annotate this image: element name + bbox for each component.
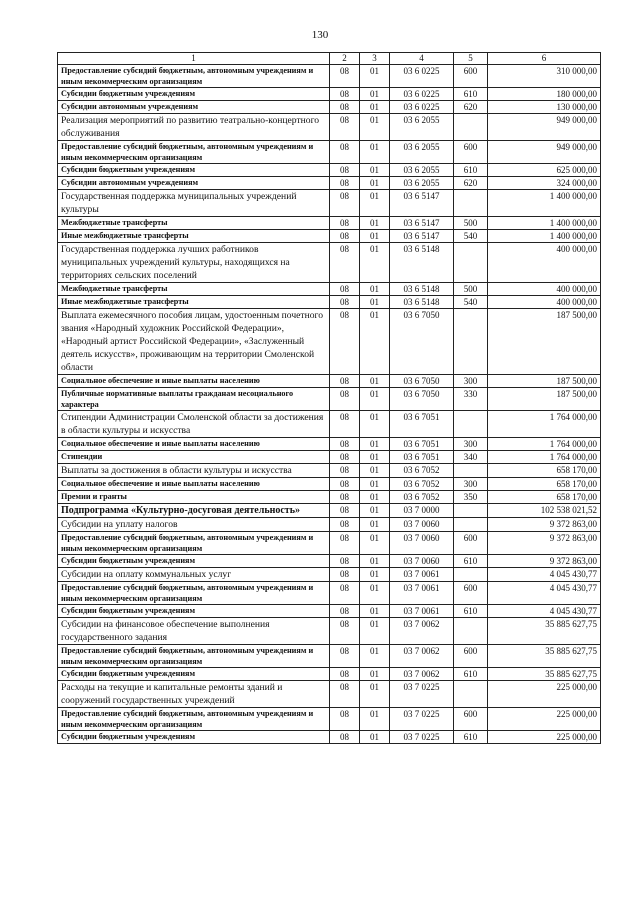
row-amount-cell: 1 400 000,00 xyxy=(488,230,601,243)
table-row xyxy=(58,65,601,88)
row-amount-cell: 180 000,00 xyxy=(488,88,601,101)
row-target-article-cell: 03 7 0061 xyxy=(390,605,454,618)
row-amount-cell: 187 500,00 xyxy=(488,375,601,388)
row-subsection-cell: 01 xyxy=(360,668,390,681)
row-subsection-cell: 01 xyxy=(360,568,390,582)
table-row xyxy=(58,568,601,582)
row-name-cell: Межбюджетные трансферты xyxy=(58,283,330,296)
row-subsection-cell: 01 xyxy=(360,101,390,114)
row-subsection-cell: 01 xyxy=(360,582,390,605)
table-row xyxy=(58,114,601,141)
col-header-name: 1 xyxy=(58,53,330,65)
table-row xyxy=(58,618,601,645)
row-target-article-cell: 03 6 2055 xyxy=(390,177,454,190)
row-amount-cell: 9 372 863,00 xyxy=(488,532,601,555)
row-amount-cell: 187 500,00 xyxy=(488,388,601,411)
row-expense-type-cell: 610 xyxy=(454,555,488,568)
row-section-cell: 08 xyxy=(330,605,360,618)
row-amount-cell: 9 372 863,00 xyxy=(488,518,601,532)
row-expense-type-cell: 600 xyxy=(454,708,488,731)
row-expense-type-cell xyxy=(454,114,488,141)
row-subsection-cell: 01 xyxy=(360,65,390,88)
row-name-cell: Субсидии бюджетным учреждениям xyxy=(58,731,330,744)
row-target-article-cell: 03 7 0225 xyxy=(390,708,454,731)
row-amount-cell: 1 400 000,00 xyxy=(488,217,601,230)
row-subsection-cell: 01 xyxy=(360,532,390,555)
row-expense-type-cell: 600 xyxy=(454,65,488,88)
row-name-cell: Субсидии бюджетным учреждениям xyxy=(58,164,330,177)
table-row xyxy=(58,555,601,568)
row-target-article-cell: 03 6 2055 xyxy=(390,164,454,177)
row-subsection-cell: 01 xyxy=(360,681,390,708)
row-section-cell: 08 xyxy=(330,451,360,464)
row-name-cell: Реализация мероприятий по развитию театрально-концертного обслуживания xyxy=(58,114,330,141)
row-name-cell: Расходы на текущие и капитальные ремонты зданий и сооружений государственных учреждений xyxy=(58,681,330,708)
row-subsection-cell: 01 xyxy=(360,190,390,217)
row-subsection-cell: 01 xyxy=(360,708,390,731)
row-name-cell: Предоставление субсидий бюджетным, автономным учреждениям и иным некоммерческим организациям xyxy=(58,141,330,164)
row-section-cell: 08 xyxy=(330,411,360,438)
row-amount-cell: 4 045 430,77 xyxy=(488,568,601,582)
table-row xyxy=(58,451,601,464)
row-subsection-cell: 01 xyxy=(360,491,390,504)
row-target-article-cell: 03 6 7052 xyxy=(390,464,454,478)
row-expense-type-cell xyxy=(454,568,488,582)
row-subsection-cell: 01 xyxy=(360,478,390,491)
row-name-cell: Субсидии бюджетным учреждениям xyxy=(58,555,330,568)
row-name-cell: Стипендии xyxy=(58,451,330,464)
row-section-cell: 08 xyxy=(330,504,360,518)
row-target-article-cell: 03 6 2055 xyxy=(390,141,454,164)
row-subsection-cell: 01 xyxy=(360,464,390,478)
table-row xyxy=(58,309,601,375)
row-name-cell: Иные межбюджетные трансферты xyxy=(58,230,330,243)
row-name-cell: Государственная поддержка муниципальных учреждений культуры xyxy=(58,190,330,217)
row-target-article-cell: 03 6 7050 xyxy=(390,309,454,375)
row-amount-cell: 625 000,00 xyxy=(488,164,601,177)
row-amount-cell: 1 764 000,00 xyxy=(488,438,601,451)
table-row xyxy=(58,190,601,217)
table-row xyxy=(58,438,601,451)
row-expense-type-cell: 610 xyxy=(454,731,488,744)
row-name-cell: Предоставление субсидий бюджетным, автономным учреждениям и иным некоммерческим организациям xyxy=(58,65,330,88)
row-name-cell: Социальное обеспечение и иные выплаты населению xyxy=(58,438,330,451)
row-expense-type-cell: 620 xyxy=(454,101,488,114)
table-row xyxy=(58,605,601,618)
row-amount-cell: 4 045 430,77 xyxy=(488,582,601,605)
row-target-article-cell: 03 6 7052 xyxy=(390,478,454,491)
table-row xyxy=(58,478,601,491)
row-subsection-cell: 01 xyxy=(360,141,390,164)
row-target-article-cell: 03 6 7052 xyxy=(390,491,454,504)
row-target-article-cell: 03 6 7051 xyxy=(390,438,454,451)
row-target-article-cell: 03 7 0060 xyxy=(390,532,454,555)
row-amount-cell: 1 400 000,00 xyxy=(488,190,601,217)
row-expense-type-cell: 500 xyxy=(454,217,488,230)
row-subsection-cell: 01 xyxy=(360,283,390,296)
row-expense-type-cell: 300 xyxy=(454,438,488,451)
row-subsection-cell: 01 xyxy=(360,164,390,177)
table-row xyxy=(58,141,601,164)
row-target-article-cell: 03 6 7050 xyxy=(390,375,454,388)
row-amount-cell: 949 000,00 xyxy=(488,141,601,164)
row-section-cell: 08 xyxy=(330,708,360,731)
row-target-article-cell: 03 7 0060 xyxy=(390,518,454,532)
row-amount-cell: 400 000,00 xyxy=(488,283,601,296)
row-expense-type-cell: 610 xyxy=(454,668,488,681)
header-row xyxy=(58,53,601,65)
row-section-cell: 08 xyxy=(330,141,360,164)
row-section-cell: 08 xyxy=(330,164,360,177)
row-subsection-cell: 01 xyxy=(360,309,390,375)
row-name-cell: Межбюджетные трансферты xyxy=(58,217,330,230)
col-header-expense-type: 5 xyxy=(454,53,488,65)
row-name-cell: Выплата ежемесячного пособия лицам, удостоенным почетного звания «Народный художник Российской Федерации», «Народный артист Российской Федерации», «Заслуженный деятель искусств», проживающим на территории Смоленской области xyxy=(58,309,330,375)
row-target-article-cell: 03 6 7051 xyxy=(390,411,454,438)
col-header-target-article: 4 xyxy=(390,53,454,65)
row-target-article-cell: 03 6 0225 xyxy=(390,88,454,101)
row-amount-cell: 187 500,00 xyxy=(488,309,601,375)
row-target-article-cell: 03 6 5148 xyxy=(390,283,454,296)
row-name-cell: Субсидии бюджетным учреждениям xyxy=(58,605,330,618)
table-row xyxy=(58,731,601,744)
row-target-article-cell: 03 6 0225 xyxy=(390,101,454,114)
row-expense-type-cell: 300 xyxy=(454,478,488,491)
row-section-cell: 08 xyxy=(330,388,360,411)
row-subsection-cell: 01 xyxy=(360,451,390,464)
table-row xyxy=(58,230,601,243)
table-row xyxy=(58,518,601,532)
row-subsection-cell: 01 xyxy=(360,504,390,518)
row-amount-cell: 310 000,00 xyxy=(488,65,601,88)
row-section-cell: 08 xyxy=(330,478,360,491)
row-expense-type-cell: 610 xyxy=(454,88,488,101)
row-subsection-cell: 01 xyxy=(360,438,390,451)
row-section-cell: 08 xyxy=(330,618,360,645)
row-name-cell: Субсидии автономным учреждениям xyxy=(58,101,330,114)
row-section-cell: 08 xyxy=(330,283,360,296)
row-expense-type-cell xyxy=(454,243,488,283)
row-expense-type-cell: 340 xyxy=(454,451,488,464)
row-expense-type-cell: 350 xyxy=(454,491,488,504)
row-section-cell: 08 xyxy=(330,309,360,375)
row-name-cell: Публичные нормативные выплаты гражданам несоциального характера xyxy=(58,388,330,411)
row-subsection-cell: 01 xyxy=(360,555,390,568)
row-subsection-cell: 01 xyxy=(360,177,390,190)
row-target-article-cell: 03 7 0061 xyxy=(390,568,454,582)
page-number: 130 xyxy=(311,29,329,41)
row-section-cell: 08 xyxy=(330,88,360,101)
row-amount-cell: 324 000,00 xyxy=(488,177,601,190)
row-name-cell: Государственная поддержка лучших работников муниципальных учреждений культуры, находящихся на территориях сельских поселений xyxy=(58,243,330,283)
row-subsection-cell: 01 xyxy=(360,243,390,283)
row-name-cell: Подпрограмма «Культурно-досуговая деятельность» xyxy=(58,504,330,518)
row-expense-type-cell: 330 xyxy=(454,388,488,411)
row-section-cell: 08 xyxy=(330,243,360,283)
table-row xyxy=(58,217,601,230)
row-name-cell: Субсидии на уплату налогов xyxy=(58,518,330,532)
row-name-cell: Предоставление субсидий бюджетным, автономным учреждениям и иным некоммерческим организациям xyxy=(58,645,330,668)
row-amount-cell: 225 000,00 xyxy=(488,708,601,731)
row-name-cell: Выплаты за достижения в области культуры и искусства xyxy=(58,464,330,478)
row-subsection-cell: 01 xyxy=(360,731,390,744)
row-amount-cell: 949 000,00 xyxy=(488,114,601,141)
row-amount-cell: 35 885 627,75 xyxy=(488,618,601,645)
row-expense-type-cell xyxy=(454,504,488,518)
row-amount-cell: 225 000,00 xyxy=(488,731,601,744)
table-row xyxy=(58,101,601,114)
table-row xyxy=(58,388,601,411)
row-expense-type-cell: 600 xyxy=(454,582,488,605)
row-name-cell: Социальное обеспечение и иные выплаты населению xyxy=(58,478,330,491)
row-section-cell: 08 xyxy=(330,518,360,532)
row-target-article-cell: 03 6 5147 xyxy=(390,217,454,230)
row-amount-cell: 1 764 000,00 xyxy=(488,411,601,438)
row-expense-type-cell: 300 xyxy=(454,375,488,388)
row-name-cell: Субсидии автономным учреждениям xyxy=(58,177,330,190)
row-target-article-cell: 03 7 0061 xyxy=(390,582,454,605)
table-row xyxy=(58,375,601,388)
row-target-article-cell: 03 6 7050 xyxy=(390,388,454,411)
row-target-article-cell: 03 6 5147 xyxy=(390,190,454,217)
row-section-cell: 08 xyxy=(330,217,360,230)
table-row xyxy=(58,88,601,101)
row-amount-cell: 130 000,00 xyxy=(488,101,601,114)
table-row xyxy=(58,645,601,668)
row-name-cell: Премии и гранты xyxy=(58,491,330,504)
table-row xyxy=(58,243,601,283)
row-amount-cell: 225 000,00 xyxy=(488,681,601,708)
row-subsection-cell: 01 xyxy=(360,296,390,309)
row-name-cell: Предоставление субсидий бюджетным, автономным учреждениям и иным некоммерческим организациям xyxy=(58,532,330,555)
row-name-cell: Субсидии на оплату коммунальных услуг xyxy=(58,568,330,582)
row-amount-cell: 1 764 000,00 xyxy=(488,451,601,464)
row-subsection-cell: 01 xyxy=(360,217,390,230)
row-target-article-cell: 03 7 0062 xyxy=(390,618,454,645)
row-amount-cell: 35 885 627,75 xyxy=(488,645,601,668)
row-expense-type-cell xyxy=(454,681,488,708)
row-name-cell: Предоставление субсидий бюджетным, автономным учреждениям и иным некоммерческим организациям xyxy=(58,582,330,605)
table-row xyxy=(58,177,601,190)
row-section-cell: 08 xyxy=(330,582,360,605)
row-expense-type-cell xyxy=(454,618,488,645)
row-amount-cell: 400 000,00 xyxy=(488,243,601,283)
row-section-cell: 08 xyxy=(330,464,360,478)
table-row xyxy=(58,296,601,309)
row-section-cell: 08 xyxy=(330,65,360,88)
row-subsection-cell: 01 xyxy=(360,645,390,668)
row-subsection-cell: 01 xyxy=(360,618,390,645)
row-target-article-cell: 03 6 0225 xyxy=(390,65,454,88)
row-subsection-cell: 01 xyxy=(360,230,390,243)
row-section-cell: 08 xyxy=(330,177,360,190)
col-header-subsection: 3 xyxy=(360,53,390,65)
col-header-amount: 6 xyxy=(488,53,601,65)
col-header-section: 2 xyxy=(330,53,360,65)
table-row xyxy=(58,464,601,478)
row-target-article-cell: 03 7 0060 xyxy=(390,555,454,568)
row-name-cell: Предоставление субсидий бюджетным, автономным учреждениям и иным некоммерческим организациям xyxy=(58,708,330,731)
row-section-cell: 08 xyxy=(330,645,360,668)
row-expense-type-cell: 610 xyxy=(454,164,488,177)
table-row xyxy=(58,708,601,731)
row-name-cell: Субсидии бюджетным учреждениям xyxy=(58,668,330,681)
row-name-cell: Социальное обеспечение и иные выплаты населению xyxy=(58,375,330,388)
row-amount-cell: 658 170,00 xyxy=(488,478,601,491)
row-expense-type-cell: 600 xyxy=(454,141,488,164)
row-subsection-cell: 01 xyxy=(360,88,390,101)
row-subsection-cell: 01 xyxy=(360,411,390,438)
row-expense-type-cell xyxy=(454,411,488,438)
row-target-article-cell: 03 6 5148 xyxy=(390,296,454,309)
row-subsection-cell: 01 xyxy=(360,114,390,141)
row-target-article-cell: 03 6 2055 xyxy=(390,114,454,141)
row-name-cell: Иные межбюджетные трансферты xyxy=(58,296,330,309)
row-amount-cell: 9 372 863,00 xyxy=(488,555,601,568)
table-row xyxy=(58,164,601,177)
row-expense-type-cell xyxy=(454,309,488,375)
row-target-article-cell: 03 7 0225 xyxy=(390,681,454,708)
row-expense-type-cell: 600 xyxy=(454,645,488,668)
table-row xyxy=(58,681,601,708)
table-row xyxy=(58,504,601,518)
row-subsection-cell: 01 xyxy=(360,375,390,388)
row-amount-cell: 658 170,00 xyxy=(488,464,601,478)
row-section-cell: 08 xyxy=(330,101,360,114)
row-target-article-cell: 03 7 0062 xyxy=(390,668,454,681)
row-name-cell: Субсидии бюджетным учреждениям xyxy=(58,88,330,101)
row-target-article-cell: 03 7 0000 xyxy=(390,504,454,518)
row-target-article-cell: 03 7 0225 xyxy=(390,731,454,744)
row-subsection-cell: 01 xyxy=(360,518,390,532)
table-row xyxy=(58,411,601,438)
row-target-article-cell: 03 7 0062 xyxy=(390,645,454,668)
row-amount-cell: 35 885 627,75 xyxy=(488,668,601,681)
table-row xyxy=(58,582,601,605)
row-amount-cell: 102 538 021,52 xyxy=(488,504,601,518)
row-section-cell: 08 xyxy=(330,296,360,309)
row-expense-type-cell: 620 xyxy=(454,177,488,190)
table-row xyxy=(58,283,601,296)
row-section-cell: 08 xyxy=(330,438,360,451)
table-row xyxy=(58,532,601,555)
row-section-cell: 08 xyxy=(330,190,360,217)
row-expense-type-cell: 500 xyxy=(454,283,488,296)
row-amount-cell: 400 000,00 xyxy=(488,296,601,309)
table-row xyxy=(58,491,601,504)
row-name-cell: Стипендии Администрации Смоленской области за достижения в области культуры и искусства xyxy=(58,411,330,438)
row-expense-type-cell: 600 xyxy=(454,532,488,555)
row-target-article-cell: 03 6 5147 xyxy=(390,230,454,243)
row-name-cell: Субсидии на финансовое обеспечение выполнения государственного задания xyxy=(58,618,330,645)
row-target-article-cell: 03 6 7051 xyxy=(390,451,454,464)
row-section-cell: 08 xyxy=(330,114,360,141)
row-section-cell: 08 xyxy=(330,375,360,388)
row-subsection-cell: 01 xyxy=(360,605,390,618)
row-section-cell: 08 xyxy=(330,532,360,555)
budget-table xyxy=(57,52,601,744)
row-target-article-cell: 03 6 5148 xyxy=(390,243,454,283)
row-expense-type-cell: 540 xyxy=(454,230,488,243)
row-expense-type-cell xyxy=(454,464,488,478)
row-subsection-cell: 01 xyxy=(360,388,390,411)
row-expense-type-cell xyxy=(454,190,488,217)
row-section-cell: 08 xyxy=(330,568,360,582)
row-section-cell: 08 xyxy=(330,668,360,681)
row-section-cell: 08 xyxy=(330,491,360,504)
row-section-cell: 08 xyxy=(330,681,360,708)
row-amount-cell: 658 170,00 xyxy=(488,491,601,504)
row-expense-type-cell: 610 xyxy=(454,605,488,618)
row-expense-type-cell: 540 xyxy=(454,296,488,309)
row-section-cell: 08 xyxy=(330,230,360,243)
row-section-cell: 08 xyxy=(330,731,360,744)
row-expense-type-cell xyxy=(454,518,488,532)
row-section-cell: 08 xyxy=(330,555,360,568)
table-row xyxy=(58,668,601,681)
row-amount-cell: 4 045 430,77 xyxy=(488,605,601,618)
